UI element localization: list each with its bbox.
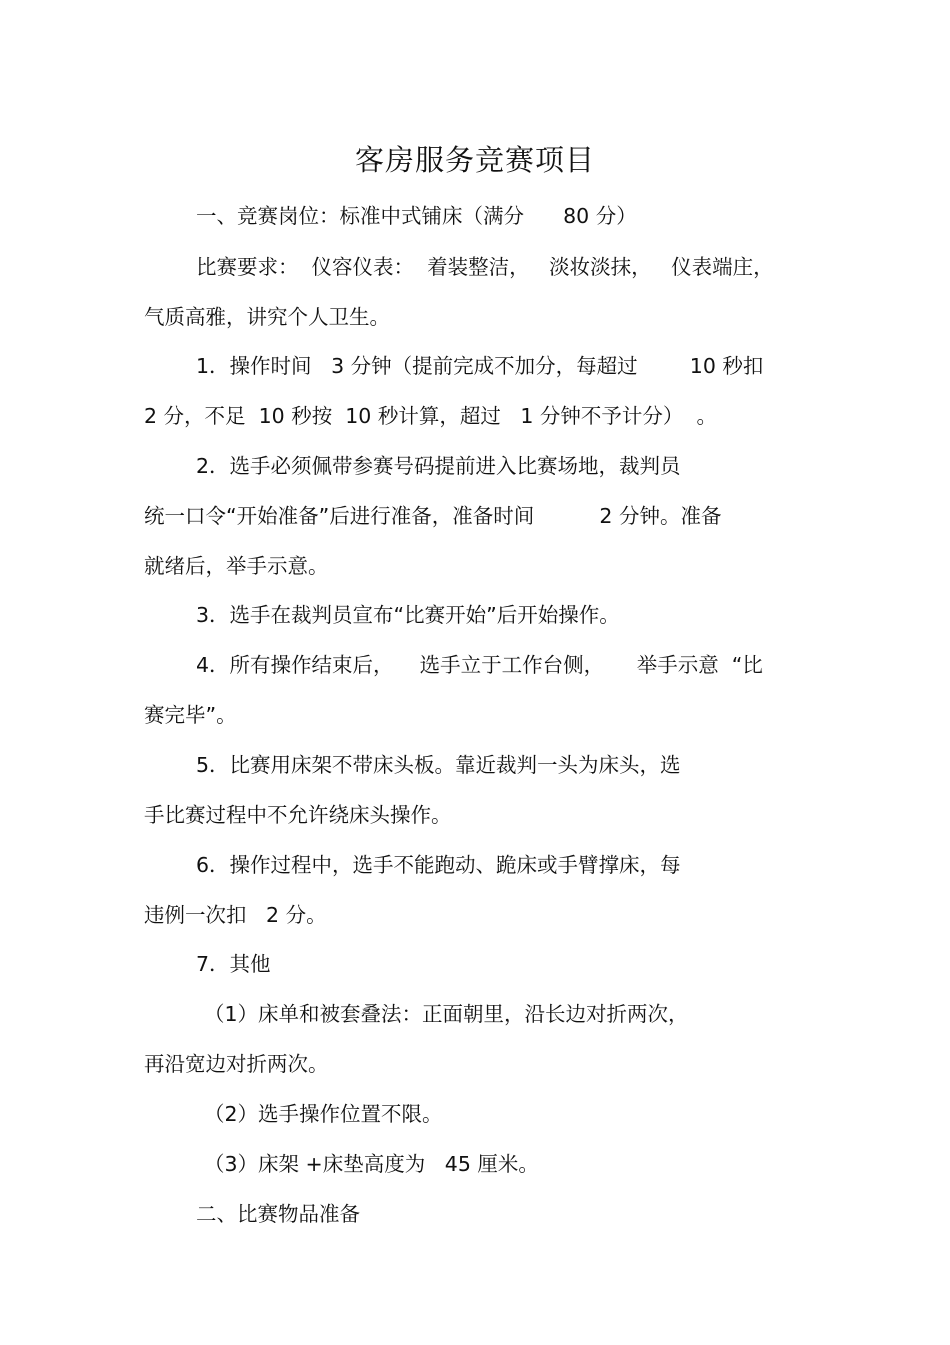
list-item-2: 2．选手必须佩带参赛号码提前进入比赛场地，裁判员: [196, 454, 681, 478]
sub-item-1: （1）床单和被套叠法：正面朝里，沿长边对折两次，: [204, 1002, 689, 1026]
section-heading-2: 二、比赛物品准备: [196, 1202, 360, 1226]
paragraph-line: 比赛要求： 仪容仪表： 着装整洁， 淡妆淡抹， 仪表端庄，: [196, 255, 774, 279]
paragraph-line: 统一口令“开始准备”后进行准备，准备时间 2 分钟。准备: [144, 504, 722, 528]
paragraph-line: 就绪后，举手示意。: [144, 554, 329, 578]
list-item-1: 1．操作时间 3 分钟（提前完成不加分，每超过 10 秒扣: [196, 354, 764, 378]
paragraph-line: 再沿宽边对折两次。: [144, 1052, 329, 1076]
list-item-3: 3．选手在裁判员宣布“比赛开始”后开始操作。: [196, 603, 620, 627]
sub-item-3: （3）床架 +床垫高度为 45 厘米。: [204, 1152, 539, 1176]
paragraph-line: 气质高雅，讲究个人卫生。: [144, 305, 390, 329]
list-item-4: 4．所有操作结束后， 选手立于工作台侧， 举手示意 “比: [196, 653, 763, 677]
paragraph-line: 手比赛过程中不允许绕床头操作。: [144, 803, 452, 827]
list-item-5: 5．比赛用床架不带床头板。靠近裁判一头为床头，选: [196, 753, 681, 777]
sub-item-2: （2）选手操作位置不限。: [204, 1102, 443, 1126]
paragraph-line: 违例一次扣 2 分。: [144, 903, 327, 927]
list-item-7: 7．其他: [196, 952, 271, 976]
section-heading-1: 一、竞赛岗位：标准中式铺床（满分 80 分）: [196, 204, 637, 228]
list-item-6: 6．操作过程中，选手不能跑动、跪床或手臂撑床，每: [196, 853, 681, 877]
document-title: 客房服务竞赛项目: [354, 143, 595, 177]
paragraph-line: 赛完毕”。: [144, 703, 237, 727]
paragraph-line: 2 分，不足 10 秒按 10 秒计算，超过 1 分钟不予计分） 。: [144, 404, 717, 428]
